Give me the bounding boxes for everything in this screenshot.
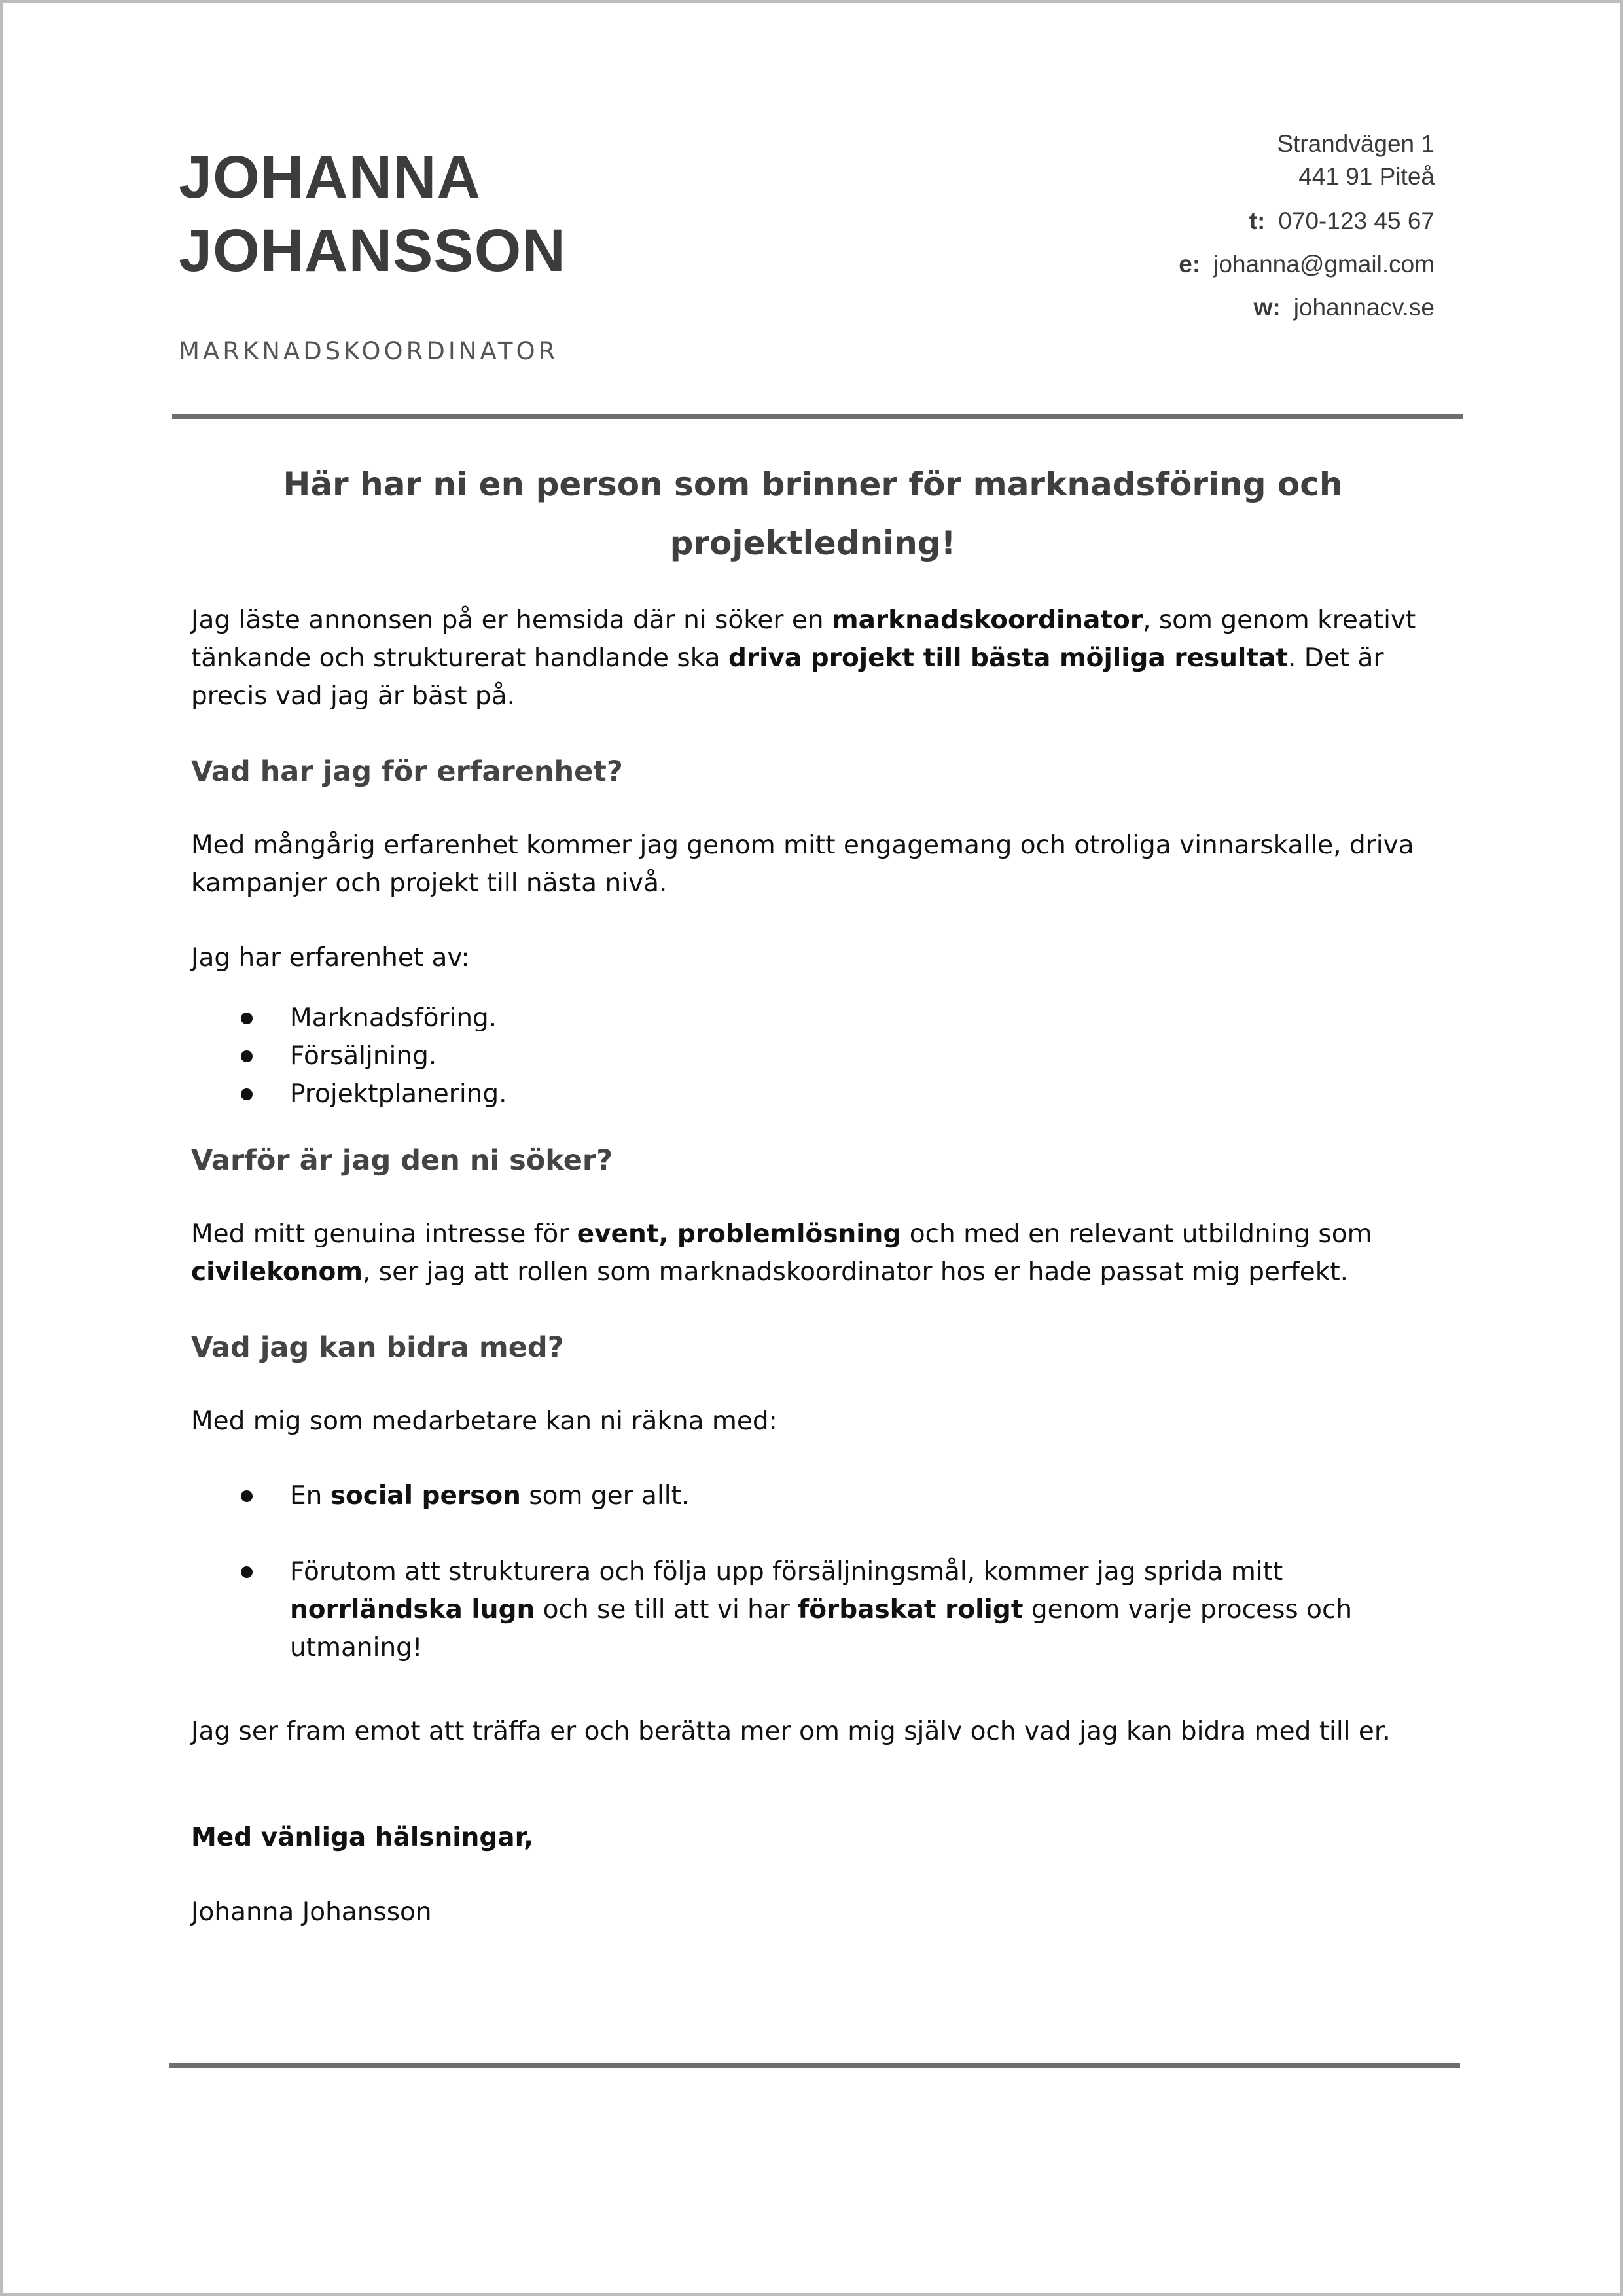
greeting: Med vänliga hälsningar, (191, 1823, 533, 1852)
footer-divider (169, 2063, 1460, 2068)
contact-web-row (1179, 291, 1435, 324)
contact-block (1179, 128, 1435, 324)
name-first: JOHANNA (179, 144, 481, 211)
letter-headline: Här har ni en person som brinner för marknadsföring och projektledning! (283, 465, 1343, 562)
bullet-icon (241, 1050, 253, 1062)
contact-email: johanna@gmail.com (1213, 251, 1435, 278)
section-heading-contribution: Vad jag kan bidra med? (191, 1331, 564, 1364)
letter-body (191, 455, 1448, 1968)
experience-list-intro: Jag har erfarenhet av: (191, 943, 470, 973)
contribution-list-intro: Med mig som medarbetare kan ni räkna med: (191, 1407, 777, 1436)
phone-label: t: (1249, 207, 1266, 234)
intro-paragraph: Jag läste annonsen på er hemsida där ni söker en marknadskoordinator, som genom kreativt tänkande och strukturerat handlande ska driva projekt till bästa möjliga resultat. Det är precis vad jag är bäst på. (191, 605, 1416, 711)
bullet-icon (241, 1566, 253, 1578)
list-item: Projektplanering. (191, 1075, 1448, 1113)
list-item: Förutom att strukturera och följa upp försäljningsmål, kommer jag sprida mitt norrländska lugn och se till att vi har förbaskat roligt genom varje process och utmaning! (191, 1553, 1448, 1667)
highlight-interests: event, problemlösning (577, 1219, 902, 1249)
section-heading-experience: Vad har jag för erfarenhet? (191, 755, 623, 788)
applicant-name (179, 141, 566, 287)
email-label: e: (1179, 251, 1201, 278)
contact-street: Strandvägen 1 (1277, 130, 1435, 157)
signature: Johanna Johansson (191, 1897, 432, 1927)
closing-paragraph: Jag ser fram emot att träffa er och berätta mer om mig själv och vad jag kan bidra med till er. (191, 1717, 1391, 1746)
job-title: MARKNADSKOORDINATOR (179, 337, 559, 365)
name-last: JOHANSSON (179, 217, 566, 284)
contact-email-row (1179, 248, 1435, 281)
web-label: w: (1253, 294, 1281, 321)
section-heading-why-me: Varför är jag den ni söker? (191, 1144, 613, 1177)
list-item: Försäljning. (191, 1037, 1448, 1075)
highlight-goal: driva projekt till bästa möjliga resultat (728, 643, 1289, 673)
bullet-icon (241, 1013, 253, 1024)
contact-phone-row (1179, 205, 1435, 238)
contact-city: 441 91 Piteå (1298, 163, 1435, 190)
experience-list (191, 999, 1448, 1113)
experience-paragraph: Med mångårig erfarenhet kommer jag genom mitt engagemang och otroliga vinnarskalle, driva kampanjer och projekt till nästa nivå. (191, 831, 1414, 898)
contact-phone: 070-123 45 67 (1278, 207, 1435, 234)
bullet-icon (241, 1490, 253, 1502)
highlight-education: civilekonom (191, 1257, 363, 1287)
list-item: En social person som ger allt. (191, 1477, 1448, 1515)
highlight-role: marknadskoordinator (831, 605, 1143, 635)
why-me-paragraph: Med mitt genuina intresse för event, problemlösning och med en relevant utbildning som civilekonom, ser jag att rollen som marknadskoordinator hos er hade passat mig perfekt. (191, 1219, 1372, 1287)
bullet-icon (241, 1088, 253, 1100)
contact-web: johannacv.se (1293, 294, 1435, 321)
list-item: Marknadsföring. (191, 999, 1448, 1037)
header-divider (172, 414, 1463, 419)
contribution-list (191, 1477, 1448, 1667)
